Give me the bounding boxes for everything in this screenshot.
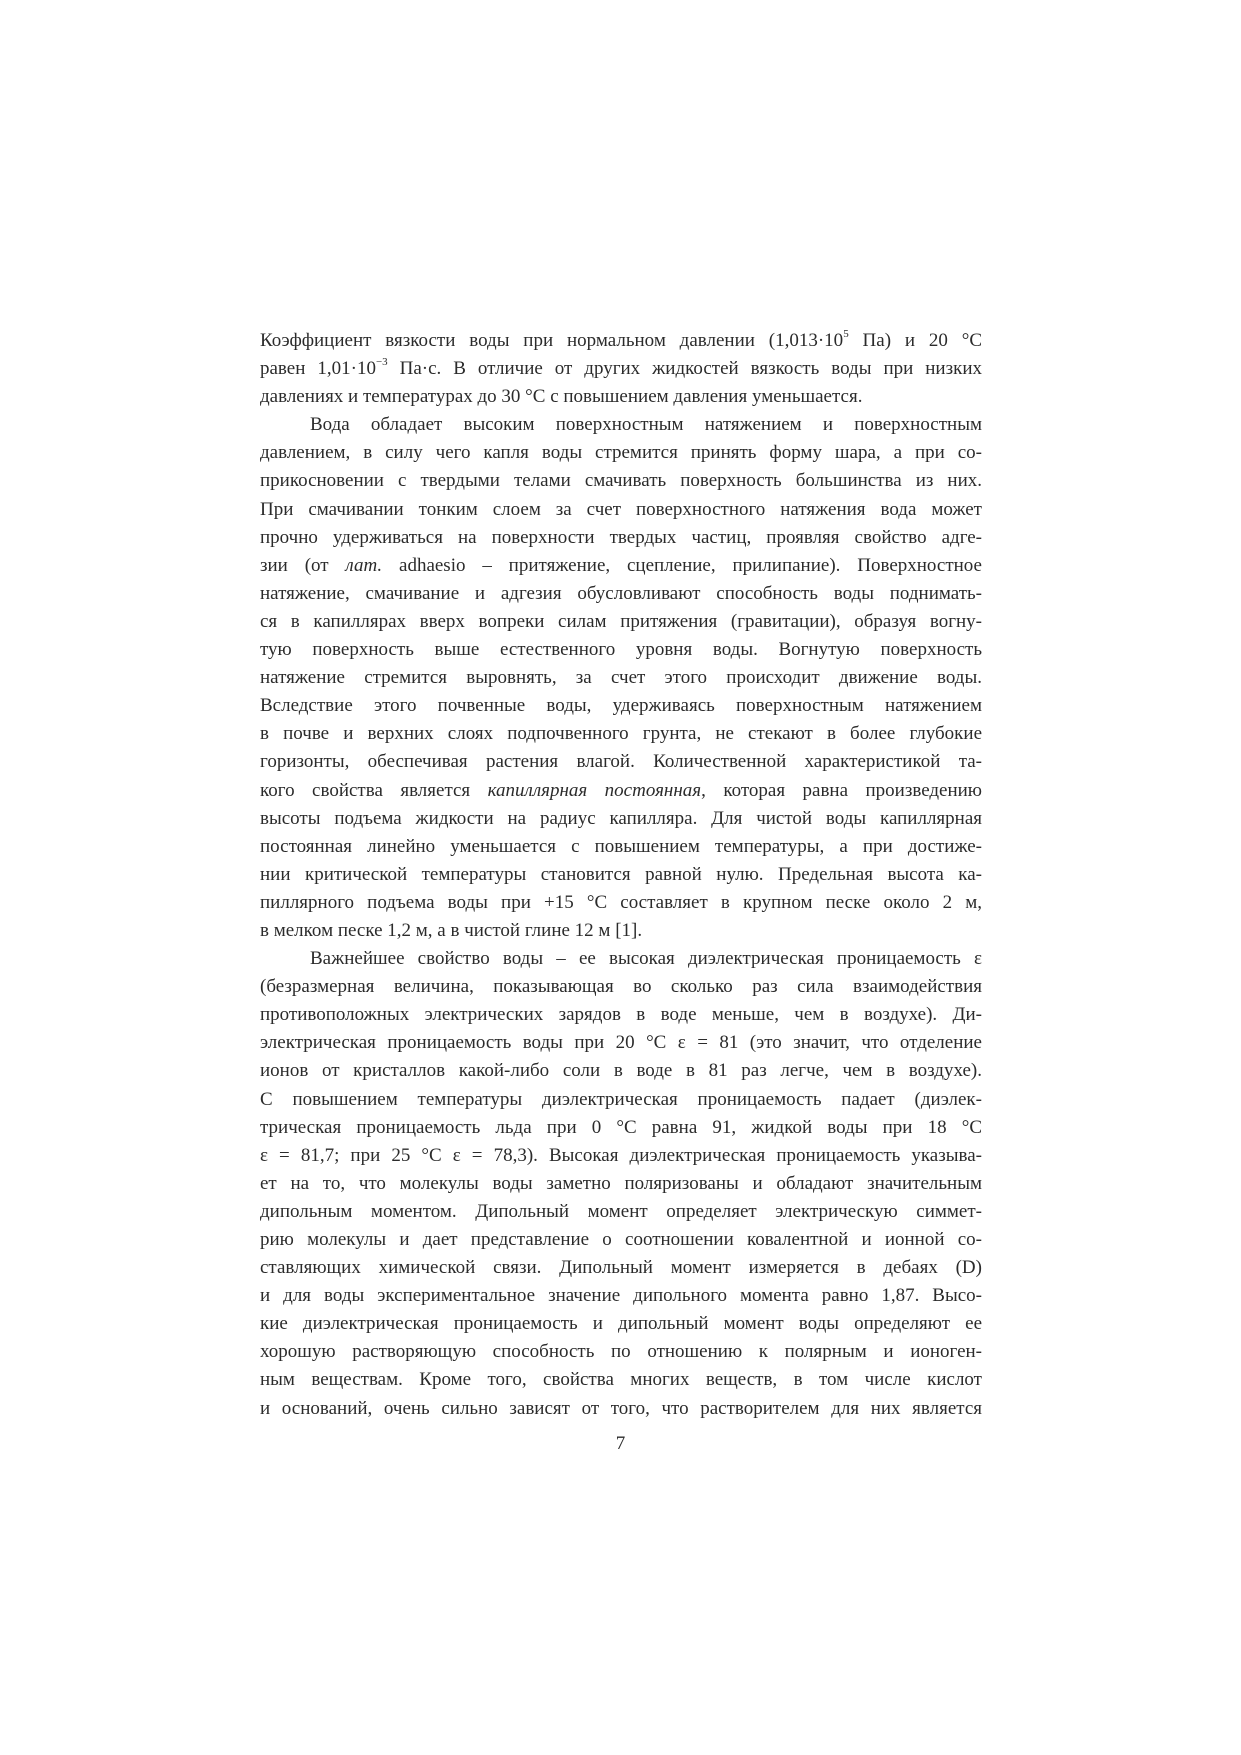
text-line — [260, 1198, 982, 1226]
text-run: ся в капиллярах вверх вопреки силам притяжения (гравитации), образуя вогну- — [260, 610, 982, 632]
text-line — [260, 889, 982, 917]
italic-term: лат. — [345, 554, 383, 576]
text-run: Важнейшее свойство воды – ее высокая диэлектрическая проницаемость ε — [310, 948, 982, 970]
text-run: пиллярного подъема воды при +15 °С составляет в крупном песке около 2 м, — [260, 891, 982, 913]
text-run: ионов от кристаллов какой-либо соли в воде в 81 раз легче, чем в воздухе). — [260, 1060, 982, 1082]
text-line — [260, 748, 982, 776]
text-line — [260, 1395, 982, 1423]
text-line — [260, 777, 982, 805]
text-run: adhaesio – притяжение, сцепление, прилипание). Поверхностное — [382, 554, 982, 576]
text-run: кого свойства является — [260, 779, 488, 801]
text-run: прикосновении с твердыми телами смачивать поверхность большинства из них. — [260, 470, 982, 492]
text-run: натяжение стремится выровнять, за счет этого происходит движение воды. — [260, 667, 982, 689]
text-line — [260, 805, 982, 833]
text-line — [260, 1029, 982, 1057]
text-run: равен 1,01·10 — [260, 358, 376, 380]
text-line — [260, 580, 982, 608]
text-run: ет на то, что молекулы воды заметно поляризованы и обладают значительным — [260, 1172, 982, 1194]
text-line — [260, 1226, 982, 1254]
text-line — [260, 608, 982, 636]
text-line — [260, 327, 982, 355]
text-line — [260, 1254, 982, 1282]
text-line — [260, 496, 982, 524]
text-run: в почве и верхних слоях подпочвенного грунта, не стекают в более глубокие — [260, 723, 982, 745]
text-line — [260, 1366, 982, 1394]
text-run: ε = 81,7; при 25 °С ε = 78,3). Высокая диэлектрическая проницаемость указыва- — [260, 1144, 982, 1166]
italic-term: капиллярная постоянная — [487, 779, 702, 801]
text-run: электрическая проницаемость воды при 20 °С ε = 81 (это значит, что отделение — [260, 1032, 982, 1054]
superscript: 5 — [843, 327, 849, 340]
text-line — [260, 439, 982, 467]
text-line — [260, 1001, 982, 1029]
text-line — [260, 383, 982, 411]
text-run: постоянная линейно уменьшается с повышением температуры, а при достиже- — [260, 835, 982, 857]
text-run: давлениях и температурах до 30 °С с повышением давления уменьшается. — [260, 386, 863, 408]
text-run: нии критической температуры становится равной нулю. Предельная высота ка- — [260, 863, 982, 885]
text-run: хорошую растворяющую способность по отношению к полярным и ионоген- — [260, 1341, 982, 1363]
text-line — [260, 1310, 982, 1338]
text-line — [260, 552, 982, 580]
text-run: дипольным моментом. Дипольный момент определяет электрическую симмет- — [260, 1200, 982, 1222]
paragraph — [260, 945, 982, 1423]
text-run: Вследствие этого почвенные воды, удерживаясь поверхностным натяжением — [260, 695, 982, 717]
text-run: тую поверхность выше естественного уровня воды. Вогнутую поверхность — [260, 639, 982, 661]
text-line — [260, 973, 982, 1001]
text-run: Коэффициент вязкости воды при нормальном давлении (1,013·10 — [260, 330, 844, 351]
text-line — [260, 1057, 982, 1085]
text-run: Вода обладает высоким поверхностным натяжением и поверхностным — [310, 414, 982, 436]
text-run: (безразмерная величина, показывающая во сколько раз сила взаимодействия — [260, 976, 982, 998]
text-run: в мелком песке 1,2 м, а в чистой глине 12 м [1]. — [260, 919, 643, 941]
text-run: прочно удерживаться на поверхности твердых частиц, проявляя свойство адге- — [260, 526, 982, 548]
paragraph — [260, 411, 982, 945]
text-line — [260, 1282, 982, 1310]
text-run: рию молекулы и дает представление о соотношении ковалентной и ионной со- — [260, 1229, 982, 1250]
text-run: ным веществам. Кроме того, свойства многих веществ, в том числе кислот — [260, 1369, 982, 1391]
text-line — [260, 692, 982, 720]
paragraph — [260, 327, 982, 411]
text-run: При смачивании тонким слоем за счет поверхностного натяжения вода может — [260, 498, 982, 520]
text-line — [260, 945, 982, 973]
body-text — [260, 327, 982, 1423]
text-line — [260, 861, 982, 889]
text-line — [260, 1170, 982, 1198]
text-line — [260, 636, 982, 664]
text-run: кие диэлектрическая проницаемость и дипольный момент воды определяют ее — [260, 1313, 982, 1335]
text-line — [260, 524, 982, 552]
text-run: ставляющих химической связи. Дипольный момент измеряется в дебаях (D) — [260, 1257, 982, 1279]
text-line — [260, 467, 982, 495]
text-line — [260, 411, 982, 439]
superscript: −3 — [375, 355, 388, 368]
text-run: С повышением температуры диэлектрическая проницаемость падает (диэлек- — [260, 1088, 982, 1110]
text-run: натяжение, смачивание и адгезия обусловливают способность воды поднимать- — [260, 582, 982, 604]
text-line — [260, 1142, 982, 1170]
text-line — [260, 664, 982, 692]
text-line — [260, 355, 982, 383]
text-run: Па·с. В отличие от других жидкостей вязкость воды при низких — [387, 358, 982, 380]
text-run: зии (от — [260, 554, 346, 576]
text-run: давлением, в силу чего капля воды стремится принять форму шара, а при со- — [260, 442, 982, 464]
text-line — [260, 917, 982, 945]
text-line — [260, 833, 982, 861]
text-run: , которая равна произведению — [701, 779, 983, 801]
text-run: трическая проницаемость льда при 0 °С равна 91, жидкой воды при 18 °С — [260, 1116, 982, 1138]
text-run: горизонты, обеспечивая растения влагой. Количественной характеристикой та- — [260, 751, 982, 773]
text-line — [260, 1338, 982, 1366]
text-line — [260, 720, 982, 748]
text-run: и оснований, очень сильно зависят от того, что растворителем для них является — [260, 1397, 982, 1419]
text-run: и для воды экспериментальное значение дипольного момента равно 1,87. Высо- — [260, 1285, 982, 1307]
page-number: 7 — [615, 1433, 626, 1454]
text-run: противоположных электрических зарядов в воде меньше, чем в воздухе). Ди- — [260, 1004, 982, 1026]
text-line — [260, 1114, 982, 1142]
text-line — [260, 1086, 982, 1114]
text-run: Па) и 20 °С — [848, 330, 983, 351]
text-run: высоты подъема жидкости на радиус капилляра. Для чистой воды капиллярная — [260, 807, 982, 829]
